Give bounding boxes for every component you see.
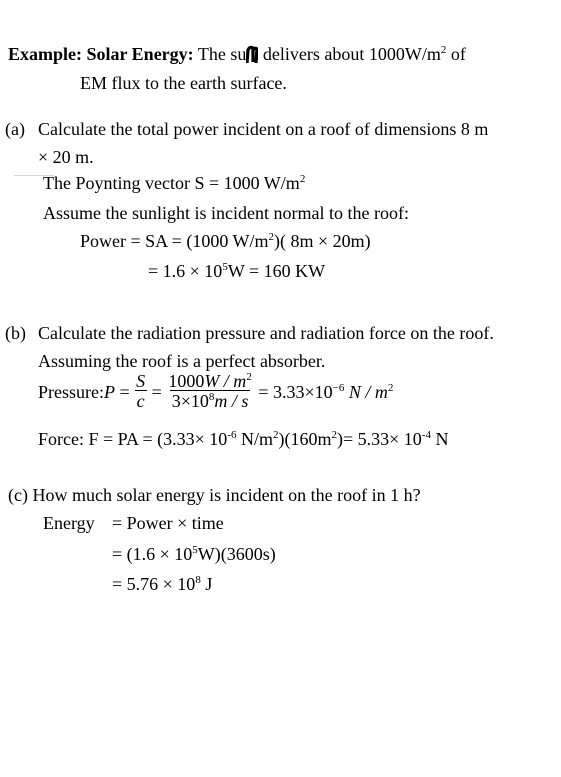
intro-text-a: The su	[197, 44, 247, 64]
power-text-1: SA = (1000 W/m	[145, 231, 269, 251]
pressure-result-unit-exp: 2	[387, 381, 394, 394]
force-text-2: N/m	[236, 429, 273, 449]
force-text-3: )(160m	[278, 429, 332, 449]
power-exp: 2	[268, 231, 274, 243]
pressure-result-exp: −6	[332, 381, 345, 394]
fraction-s-over-c	[134, 372, 147, 411]
pressure-result	[254, 381, 394, 403]
power-result-line	[148, 260, 325, 282]
part-a-question-2: × 20 m.	[38, 147, 94, 167]
example-title: Example: Solar Energy:	[8, 44, 194, 64]
force-exp-3: 2	[331, 429, 337, 441]
energy-equation: = Power × time	[112, 513, 224, 533]
pressure-variable: P	[104, 381, 115, 402]
handwritten-n-mark	[246, 44, 258, 64]
step-1-text: = (1.6 × 10	[112, 544, 193, 564]
pressure-equation	[38, 372, 393, 411]
power-line	[80, 230, 371, 252]
denominator-exp: 8	[208, 391, 215, 403]
force-text-1: Force: F = PA = (3.33× 10	[38, 429, 228, 449]
numerator-unit-exp: 2	[246, 371, 252, 383]
poynting-exp: 2	[299, 173, 306, 185]
force-exp-1: -6	[227, 429, 237, 441]
part-b-question-2: Assuming the roof is a perfect absorber.	[38, 351, 326, 371]
force-exp-2: 2	[273, 429, 279, 441]
part-c-question: (c) How much solar energy is incident on the roof in 1 h?	[8, 485, 421, 505]
power-lhs: Power =	[80, 231, 146, 251]
force-text-4: )= 5.33× 10	[337, 429, 422, 449]
step-1-text-b: W)(3600s)	[197, 544, 276, 564]
poynting-text: The Poynting vector S = 1000 W/m	[43, 173, 300, 193]
energy-step-2	[112, 573, 212, 595]
step-2-exp: 8	[195, 574, 201, 586]
intro-line-2: EM flux to the earth surface.	[80, 73, 287, 93]
intro-exp: 2	[440, 44, 447, 56]
intro-line-1	[8, 43, 466, 65]
fraction-denominator-c: c	[136, 391, 145, 411]
result-text-2: W = 160 KW	[227, 261, 326, 281]
part-a-label: (a)	[5, 119, 25, 139]
result-text-1: = 1.6 × 10	[148, 261, 223, 281]
assume-line: Assume the sunlight is incident normal to the roof:	[43, 203, 409, 223]
intro-text-c: of	[446, 44, 466, 64]
numerator-unit: W / m	[204, 371, 247, 391]
poynting-line	[43, 172, 305, 194]
step-1-exp: 5	[192, 544, 198, 556]
equals-sign-2: =	[147, 381, 167, 402]
denominator-unit: m / s	[214, 391, 249, 411]
fraction-value	[166, 372, 254, 411]
power-text-2: )( 8m × 20m)	[273, 231, 371, 251]
denominator-value: 3×10	[171, 391, 209, 411]
fraction-numerator-s: S	[136, 371, 146, 391]
pressure-label: Pressure:	[38, 381, 104, 402]
force-line	[38, 428, 448, 450]
pressure-result-unit: N / m	[344, 381, 388, 402]
pressure-result-value: = 3.33×10	[253, 381, 333, 402]
numerator-value: 1000	[168, 371, 205, 391]
force-exp-4: -4	[421, 429, 431, 441]
part-b-question-1: Calculate the radiation pressure and radiation force on the roof.	[38, 323, 494, 343]
intro-text-b: delivers about 1000W/m	[258, 44, 441, 64]
step-2-text-b: J	[200, 574, 213, 594]
energy-step-1	[112, 543, 276, 565]
fraction-value-numerator	[166, 372, 254, 390]
part-b-label: (b)	[5, 323, 26, 343]
equals-sign-1: =	[115, 381, 135, 402]
energy-label: Energy	[43, 513, 95, 533]
result-exp: 5	[222, 261, 228, 273]
force-text-5: N	[430, 429, 449, 449]
step-2-text: = 5.76 × 10	[112, 574, 196, 594]
fraction-value-denominator	[170, 390, 251, 411]
part-a-question-1: Calculate the total power incident on a roof of dimensions 8 m	[38, 119, 489, 139]
